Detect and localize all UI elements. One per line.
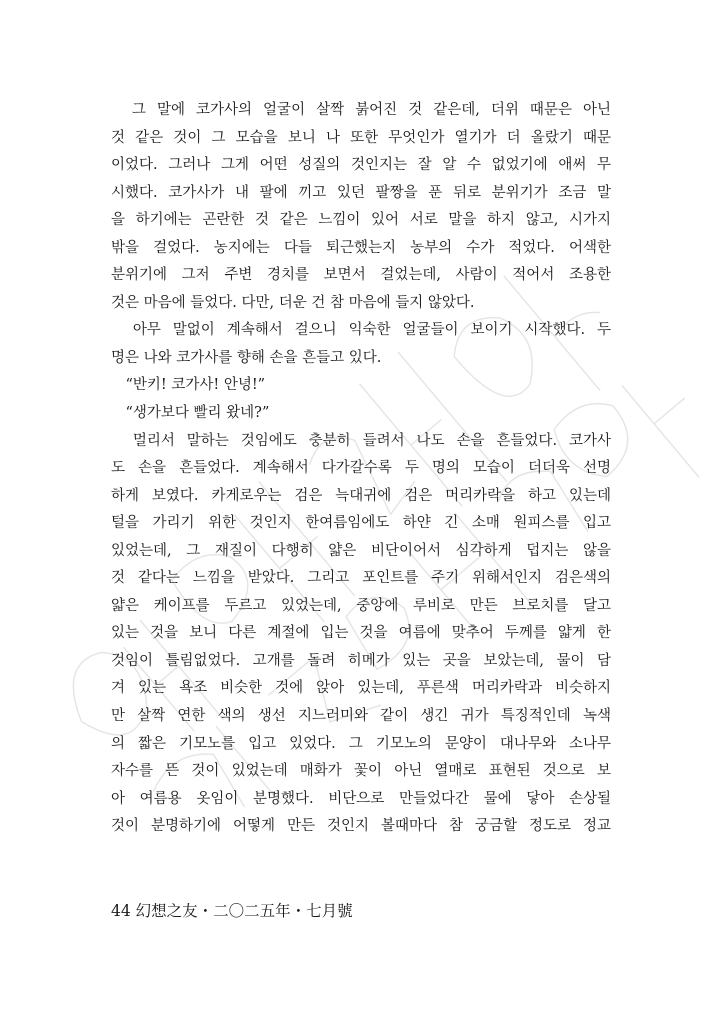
text-line: 것임이 틀림없었다. 고개를 돌려 히메가 있는 곳을 보았는데, 물이 담 — [111, 652, 611, 669]
text-line: 그 말에 코가사의 얼굴이 살짝 붉어진 것 같은데, 더위 때문은 아닌 — [111, 102, 611, 118]
text-line: 명은 나와 코가사를 향해 손을 흔들고 있다. — [111, 349, 382, 366]
text-line: 밖을 걸었다. 농지에는 다들 퇴근했는지 농부의 수가 적었다. 어색한 — [111, 239, 611, 256]
text-line: 시했다. 코가사가 내 팔에 끼고 있던 팔짱을 푼 뒤로 분위기가 조금 말 — [111, 184, 611, 201]
text-line: 자수를 뜬 것이 있었는데 매화가 꽃이 아닌 열매로 표현된 것으로 보 — [111, 763, 611, 780]
magazine-title: 幻想之友・二〇二五年・七月號 — [135, 902, 353, 920]
text-line: 아무 말없이 계속해서 걸으니 익숙한 얼굴들이 보이기 시작했다. 두 — [111, 322, 611, 339]
text-line: 털을 가리기 위한 것인지 한여름임에도 하얀 긴 소매 원피스를 입고 — [111, 515, 611, 532]
text-line: 아 여름용 옷임이 분명했다. 비단으로 만들었다간 물에 닿아 손상될 — [111, 790, 611, 807]
text-line: 있었는데, 그 재질이 다행히 얇은 비단이어서 심각하게 덥지는 않을 — [111, 542, 611, 559]
text-line: 얇은 케이프를 두르고 있었는데, 중앙에 루비로 만든 브로치를 달고 — [111, 597, 611, 614]
text-line: 겨 있는 욕조 비슷한 것에 앉아 있는데, 푸른색 머리카락과 비슷하지 — [111, 680, 611, 697]
text-line: 분위기에 그저 주변 경치를 보면서 걸었는데, 사람이 적어서 조용한 — [111, 267, 611, 284]
text-line: “반키! 코가사! 안녕!” — [111, 377, 266, 394]
text-line: 것 같은 것이 그 모습을 보니 나 또한 무엇인가 열기가 더 올랐기 때문 — [111, 129, 611, 146]
text-line: 의 짧은 기모노를 입고 있었다. 그 기모노의 문양이 대나무와 소나무 — [111, 735, 611, 752]
text-line: 하게 보였다. 카게로우는 검은 늑대귀에 검은 머리카락을 하고 있는데 — [111, 487, 611, 504]
text-line: “생가보다 빨리 왔네?” — [111, 405, 270, 422]
text-line: 것이 분명하기에 어떻게 만든 것인지 볼때마다 참 궁금할 정도로 정교 — [111, 818, 611, 835]
text-line: 멀리서 말하는 것임에도 충분히 들려서 나도 손을 흔들었다. 코가사 — [111, 432, 611, 449]
text-line: 도 손을 흔들었다. 계속해서 다가갈수록 두 명의 모습이 더더욱 선명 — [111, 460, 611, 477]
body-text — [111, 97, 611, 841]
text-line: 것은 마음에 들었다. 다만, 더운 건 참 마음에 들지 않았다. — [111, 294, 475, 311]
text-line: 이었다. 그러나 그게 어떤 성질의 것인지는 잘 알 수 없었기에 애써 무 — [111, 157, 611, 174]
text-line: 을 하기에는 곤란한 것 같은 느낌이 있어 서로 말을 하지 않고, 시가지 — [111, 212, 611, 229]
page-footer — [111, 899, 353, 921]
page-number: 44 — [111, 902, 131, 920]
text-line: 만 살짝 연한 색의 생선 지느러미와 같이 생긴 귀가 특징적인데 녹색 — [111, 708, 611, 725]
text-line: 것 같다는 느낌을 받았다. 그리고 포인트를 주기 위해서인지 검은색의 — [111, 570, 611, 587]
text-line: 있는 것을 보니 다른 계절에 입는 것을 여름에 맞추어 두께를 얇게 한 — [111, 625, 611, 642]
